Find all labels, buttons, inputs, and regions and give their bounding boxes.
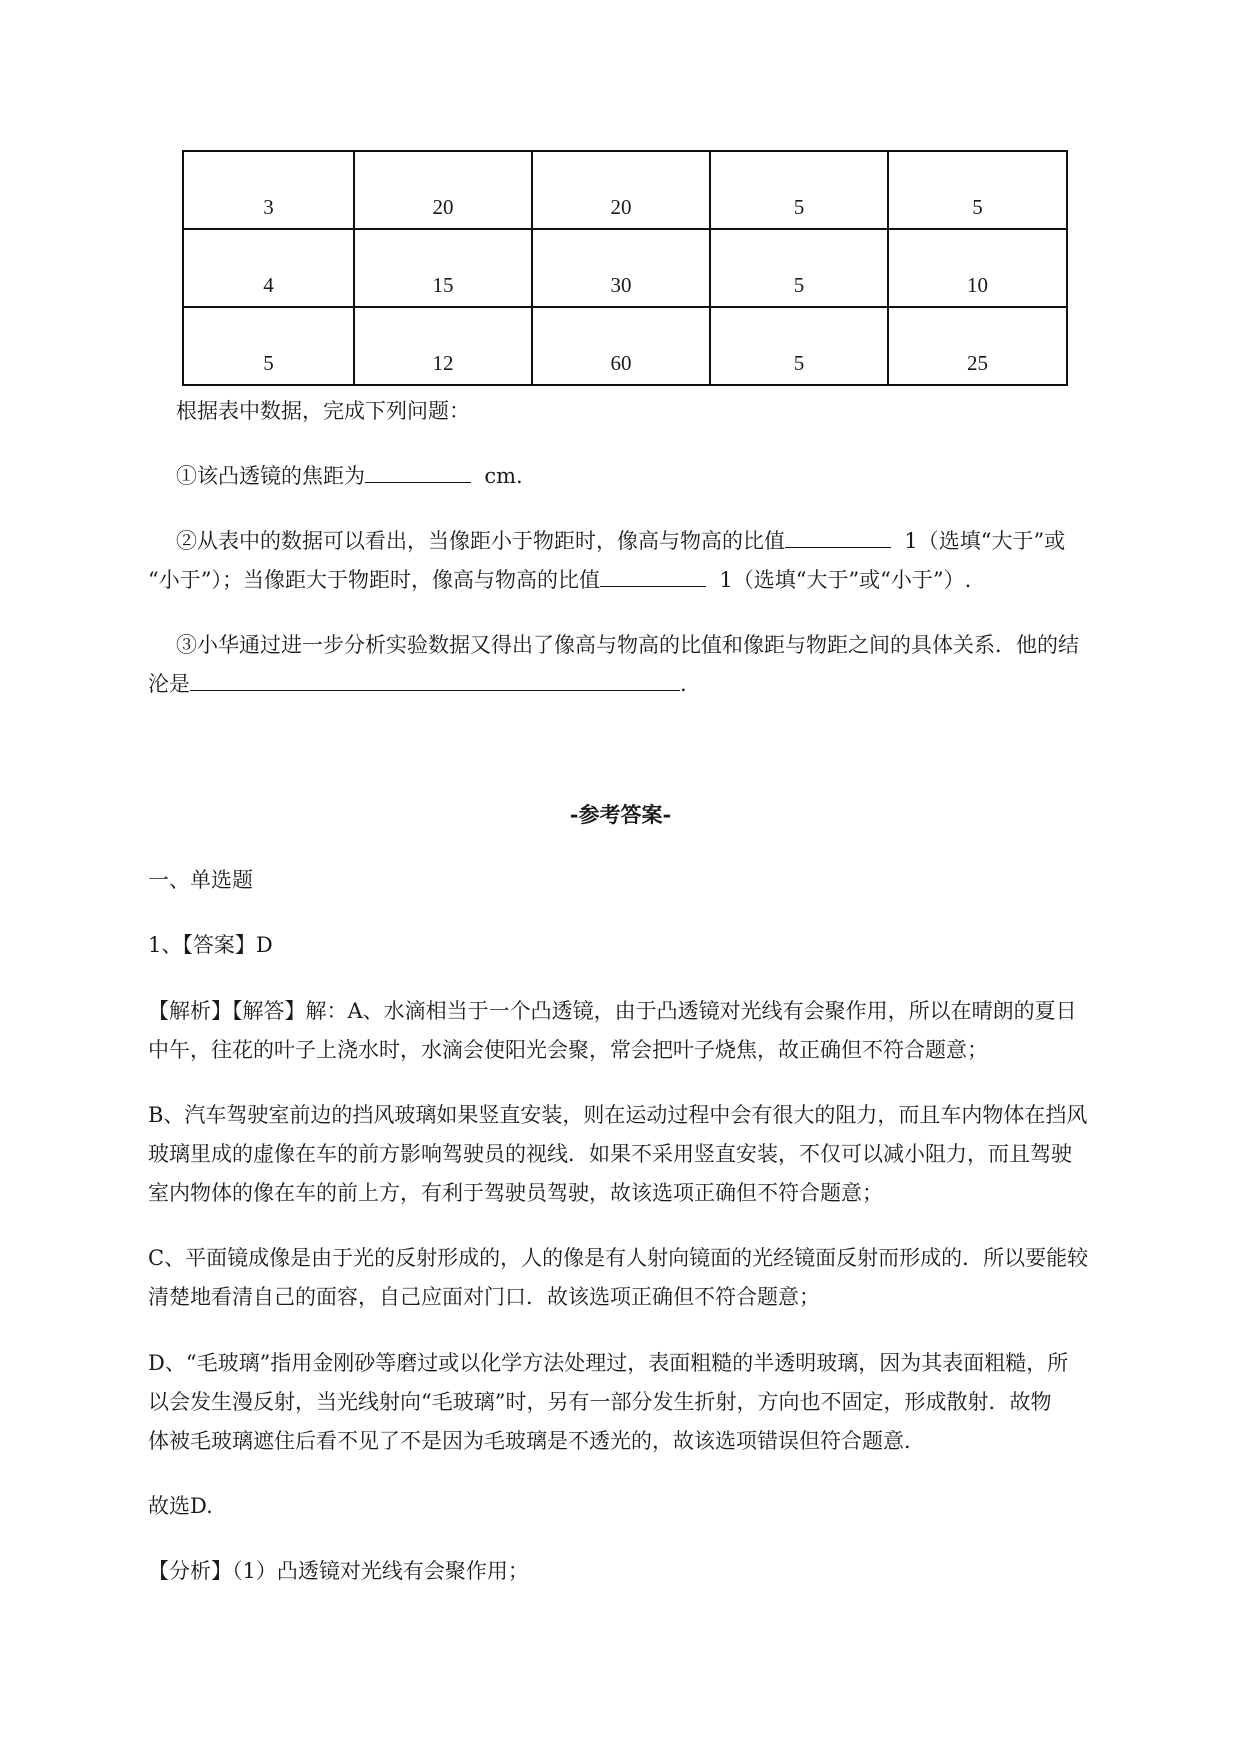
answer-blank[interactable] xyxy=(365,460,471,483)
table-cell: 20 xyxy=(532,151,710,229)
question-1-prefix: ①该凸透镜的焦距为 xyxy=(176,464,365,488)
table-cell: 10 xyxy=(888,229,1067,307)
table-cell: 3 xyxy=(183,151,354,229)
analysis-b-line-3: 室内物体的像在车的前上方，有利于驾驶员驾驶，故该选项正确但不符合题意； xyxy=(148,1181,883,1205)
question-2-line-2-suffix: 1（选填“大于”或“小于”）. xyxy=(719,568,972,592)
question-3-prefix: 沦是 xyxy=(148,672,190,696)
analysis-c-line-1: C、平面镜成像是由于光的反射形成的，人的像是有人射向镜面的光经镜面反射而形成的．所以要能较 xyxy=(148,1246,1089,1270)
table-cell: 5 xyxy=(183,307,354,385)
question-1 xyxy=(176,460,523,492)
question-2-line-1 xyxy=(176,525,1065,557)
section-heading: 一、单选题 xyxy=(148,868,253,892)
question-3-suffix: . xyxy=(680,672,687,696)
analysis-b-line-2: 玻璃里成的虚像在车的前方影响驾驶员的视线．如果不采用竖直安装，不仅可以减小阻力，而且驾驶 xyxy=(148,1142,1072,1166)
analysis-d-line-1: D、“毛玻璃”指用金刚砂等磨过或以化学方法处理过，表面粗糙的半透明玻璃，因为其表面粗糙，所 xyxy=(148,1351,1069,1375)
analysis-note: 【分析】（1）凸透镜对光线有会聚作用； xyxy=(148,1559,529,1583)
table-cell: 4 xyxy=(183,229,354,307)
answer-blank[interactable] xyxy=(600,564,706,587)
table-cell: 60 xyxy=(532,307,710,385)
analysis-a-line-1: 【解析】【解答】解：A、水滴相当于一个凸透镜，由于凸透镜对光线有会聚作用，所以在晴朗的夏日 xyxy=(148,999,1077,1023)
answer-blank[interactable] xyxy=(785,525,891,548)
table-cell: 5 xyxy=(710,151,888,229)
question-3-line-1: ③小华通过进一步分析实验数据又得出了像高与物高的比值和像距与物距之间的具体关系．他的结 xyxy=(176,633,1079,657)
question-2-line-2 xyxy=(148,564,971,596)
analysis-a-line-2: 中午，往花的叶子上浇水时，水滴会使阳光会聚，常会把叶子烧焦，故正确但不符合题意； xyxy=(148,1038,988,1062)
table-cell: 5 xyxy=(888,151,1067,229)
data-table xyxy=(182,150,1068,386)
analysis-d-line-3: 体被毛玻璃遮住后看不见了不是因为毛玻璃是不透光的，故该选项错误但符合题意． xyxy=(148,1429,925,1453)
table-row xyxy=(183,151,1067,229)
answer-blank[interactable] xyxy=(190,668,680,691)
table-cell: 25 xyxy=(888,307,1067,385)
table-cell: 20 xyxy=(354,151,532,229)
question-3-line-2 xyxy=(148,668,687,700)
table-cell: 5 xyxy=(710,229,888,307)
table-row xyxy=(183,229,1067,307)
answers-title: -参考答案- xyxy=(569,802,672,827)
table-row xyxy=(183,307,1067,385)
table-cell: 30 xyxy=(532,229,710,307)
question-2-prefix: ②从表中的数据可以看出，当像距小于物距时，像高与物高的比值 xyxy=(176,529,785,553)
table-cell: 5 xyxy=(710,307,888,385)
table-cell: 12 xyxy=(354,307,532,385)
analysis-b-line-1: B、汽车驾驶室前边的挡风玻璃如果竖直安装，则在运动过程中会有很大的阻力，而且车内物体在挡风 xyxy=(148,1103,1088,1127)
question-intro: 根据表中数据，完成下列问题： xyxy=(176,399,470,423)
question-1-suffix: cm. xyxy=(484,464,523,488)
table-cell: 15 xyxy=(354,229,532,307)
analysis-c-line-2: 清楚地看清自己的面容，自己应面对门口．故该选项正确但不符合题意； xyxy=(148,1285,820,1309)
conclusion: 故选D. xyxy=(148,1494,213,1518)
analysis-d-line-2: 以会发生漫反射，当光线射向“毛玻璃”时，另有一部分发生折射，方向也不固定，形成散射．故物 xyxy=(148,1390,1052,1414)
answer-item-1: 1、【答案】D xyxy=(148,933,273,957)
question-2-line-2-prefix: “小于”）；当像距大于物距时，像高与物高的比值 xyxy=(148,568,600,592)
question-2-suffix: 1（选填“大于”或 xyxy=(904,529,1066,553)
